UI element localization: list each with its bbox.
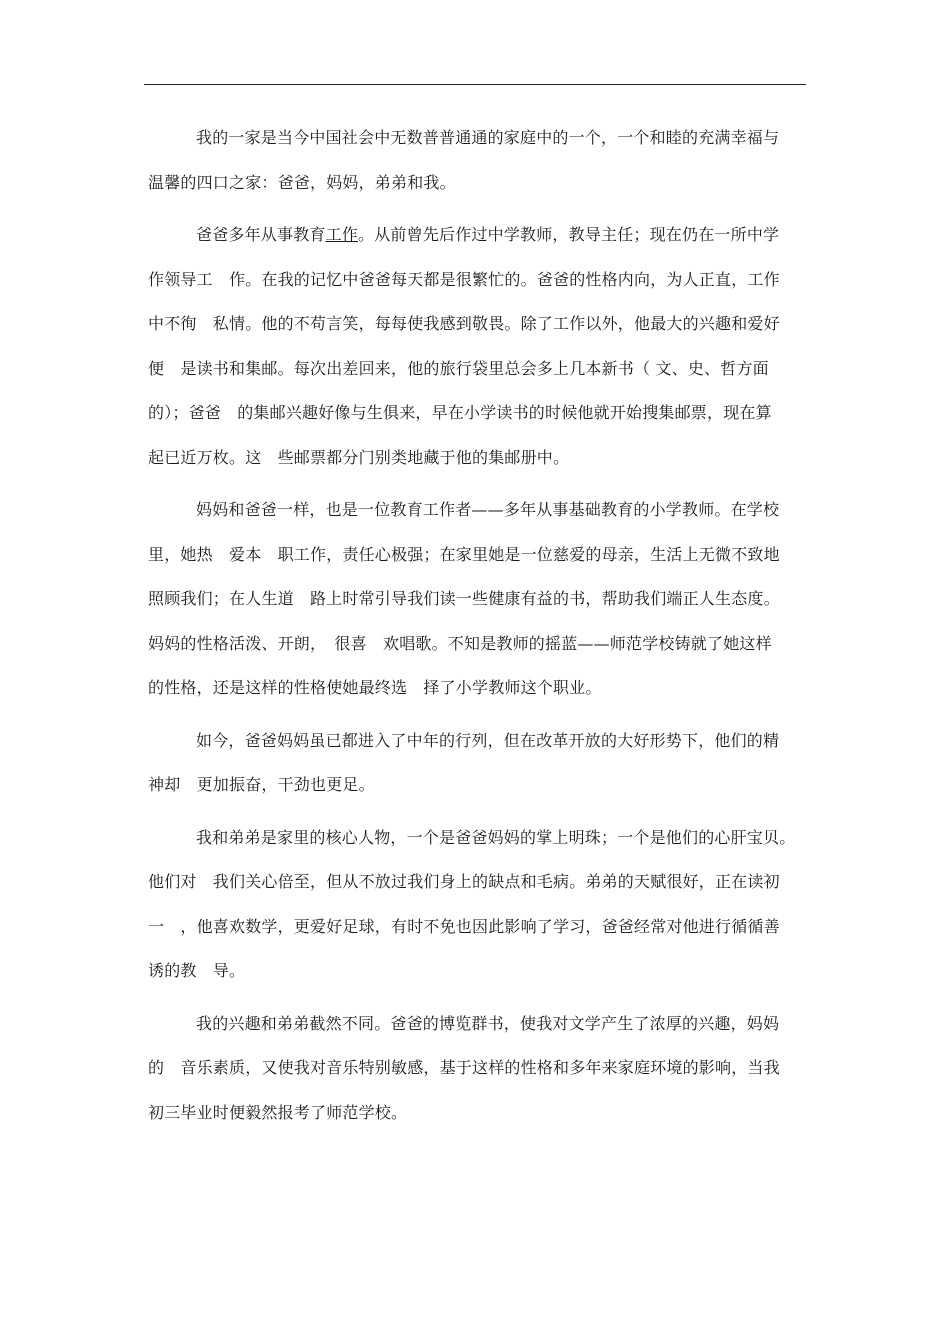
paragraph-line: 的 音乐素质，又使我对音乐特别敏感，基于这样的性格和多年来家庭环境的影响，当我 [148, 1058, 780, 1077]
paragraph-line: 妈妈和爸爸一样，也是一位教育工作者——多年从事基础教育的小学教师。在学校 [196, 500, 780, 519]
paragraph-line: 温馨的四口之家：爸爸，妈妈，弟弟和我。 [148, 172, 456, 192]
paragraph-line: 妈妈的性格活泼、开朗， 很喜 欢唱歌。不知是教师的摇蓝——师范学校铸就了她这样 [148, 633, 772, 653]
document-body [148, 120, 812, 1147]
paragraph-mother [148, 492, 812, 715]
paragraph-parents-now [148, 723, 812, 812]
paragraph-line: 一 ，他喜欢数学，更爱好足球，有时不免也因此影响了学习，爸爸经常对他进行循循善 [148, 916, 780, 936]
paragraph-line: 初三毕业时便毅然报考了师范学校。 [148, 1102, 408, 1122]
text-segment: 。从前曾先后作过中学教师，教导主任；现在仍在一所中学 [358, 225, 780, 244]
paragraph-line: 便 是读书和集邮。每次出差回来，他的旅行袋里总会多上几本新书（ 文、史、哲方面 [148, 358, 769, 378]
paragraph-line: 诱的教 导。 [148, 961, 246, 980]
paragraph-family-intro [148, 120, 812, 209]
paragraph-line: 的性格，还是这样的性格使她最终选 择了小学教师这个职业。 [148, 678, 602, 697]
paragraph-line: 中不徇 私情。他的不苟言笑，每每使我感到敬畏。除了工作以外，他最大的兴趣和爱好 [148, 314, 780, 333]
paragraph-my-interests [148, 1006, 812, 1140]
paragraph-line: 作领导工 作。在我的记忆中爸爸每天都是很繁忙的。爸爸的性格内向，为人正直，工作 [148, 269, 780, 289]
paragraph-line: 神却 更加振奋，干劲也更足。 [148, 775, 375, 794]
paragraph-line: 照顾我们；在人生道 路上时常引导我们读一些健康有益的书，帮助我们端正人生态度。 [148, 589, 780, 608]
paragraph-father [148, 217, 812, 484]
paragraph-line: 他们对 我们关心倍至，但从不放过我们身上的缺点和毛病。弟弟的天赋很好，正在读初 [148, 872, 780, 891]
paragraph-line: 我和弟弟是家里的核心人物，一个是爸爸妈妈的掌上明珠；一个是他们的心肝宝贝。 [196, 827, 796, 847]
paragraph-line: 里，她热 爱本 职工作，责任心极强；在家里她是一位慈爱的母亲，生活上无微不致地 [148, 544, 780, 564]
header-rule [144, 84, 806, 85]
work-link[interactable]: 工作 [325, 225, 359, 244]
paragraph-siblings [148, 820, 812, 998]
paragraph-line: 起已近万枚。这 些邮票都分门别类地藏于他的集邮册中。 [148, 447, 570, 467]
paragraph-line: 我的兴趣和弟弟截然不同。爸爸的博览群书，使我对文学产生了浓厚的兴趣，妈妈 [196, 1013, 780, 1033]
paragraph-line: 的）；爸爸 的集邮兴趣好像与生俱来，早在小学读书的时候他就开始搜集邮票，现在算 [148, 403, 772, 422]
paragraph-line [148, 217, 812, 262]
paragraph-line: 如今，爸爸妈妈虽已都进入了中年的行列，但在改革开放的大好形势下，他们的精 [196, 730, 780, 750]
paragraph-line: 我的一家是当今中国社会中无数普普通通的家庭中的一个，一个和睦的充满幸福与 [196, 128, 780, 147]
text-segment: 爸爸多年从事教育 [196, 225, 326, 244]
